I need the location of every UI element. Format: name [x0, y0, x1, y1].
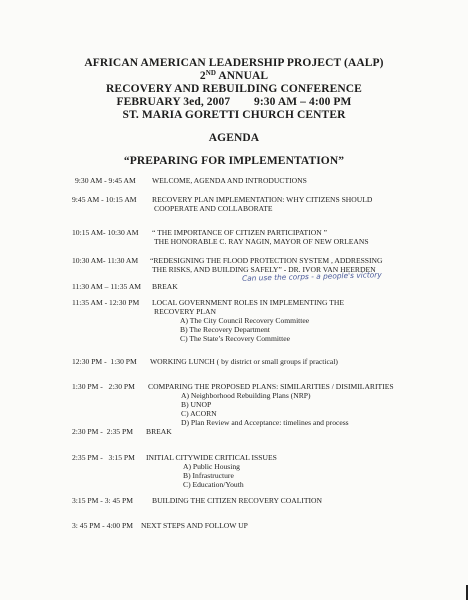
- agenda-item-title: THE HONORABLE C. RAY NAGIN, MAYOR OF NEW ORLEANS: [154, 237, 369, 246]
- agenda-subitem: B) UNOP: [181, 400, 212, 409]
- agenda-item-title: BUILDING THE CITIZEN RECOVERY COALITION: [152, 496, 322, 505]
- handwritten-note: Can use the corps - a people's victory: [241, 270, 382, 283]
- agenda-item-title: THE RISKS, AND BUILDING SAFELY” - DR. IVOR VAN HEERDEN: [152, 265, 376, 274]
- agenda-time: 1:30 PM - 2:30 PM: [72, 382, 135, 391]
- agenda-time: 2:35 PM - 3:15 PM: [72, 453, 135, 462]
- agenda-subitem: B) Infrastructure: [183, 471, 234, 480]
- agenda-time: 3:15 PM - 3: 45 PM: [72, 496, 133, 505]
- agenda-item-title: WELCOME, AGENDA AND INTRODUCTIONS: [152, 176, 307, 185]
- agenda-item-title: BREAK: [146, 427, 172, 436]
- conference-date-time: FEBRUARY 3ed, 2007 9:30 AM – 4:00 PM: [116, 96, 352, 108]
- agenda-subitem: C) Education/Youth: [183, 480, 244, 489]
- agenda-item-title: INITIAL CITYWIDE CRITICAL ISSUES: [146, 453, 277, 462]
- agenda-time: 3: 45 PM - 4:00 PM: [72, 521, 133, 530]
- agenda-time: 10:15 AM- 10:30 AM: [72, 228, 139, 237]
- agenda-item-title: RECOVERY PLAN: [154, 307, 216, 316]
- agenda-subitem: B) The Recovery Department: [180, 325, 270, 334]
- agenda-time: 10:30 AM- 11:30 AM: [72, 256, 139, 265]
- agenda-time: 11:30 AM – 11:35 AM: [72, 282, 142, 291]
- agenda-subitem: D) Plan Review and Acceptance: timelines and process: [181, 418, 349, 427]
- agenda-time: 11:35 AM - 12:30 PM: [72, 298, 140, 307]
- agenda-time: 2:30 PM - 2:35 PM: [72, 427, 133, 436]
- agenda-subitem: C) The State’s Recovery Committee: [180, 334, 290, 343]
- annual-number: 2: [199, 70, 206, 82]
- agenda-time: 9:45 AM - 10:15 AM: [72, 195, 137, 204]
- agenda-subitem: A) Neighborhood Rebuilding Plans (NRP): [181, 391, 311, 400]
- agenda-item-title: COOPERATE AND COLLABORATE: [154, 204, 273, 213]
- agenda-item-title: COMPARING THE PROPOSED PLANS: SIMILARITIES / DISIMILARITIES: [148, 382, 394, 391]
- agenda-item-title: NEXT STEPS AND FOLLOW UP: [141, 521, 248, 530]
- org-title: AFRICAN AMERICAN LEADERSHIP PROJECT (AALP): [84, 57, 384, 69]
- agenda-time: 12:30 PM - 1:30 PM: [72, 357, 137, 366]
- agenda-item-title: “ THE IMPORTANCE OF CITIZEN PARTICIPATION ”: [152, 228, 327, 237]
- annual-suffix: ND: [205, 69, 217, 77]
- conference-venue: ST. MARIA GORETTI CHURCH CENTER: [122, 109, 346, 121]
- agenda-time: 9:30 AM - 9:45 AM: [75, 176, 136, 185]
- annual-word: ANNUAL: [216, 70, 269, 82]
- agenda-subitem: A) Public Housing: [183, 462, 240, 471]
- agenda-heading: AGENDA: [208, 132, 260, 144]
- agenda-item-title: RECOVERY PLAN IMPLEMENTATION: WHY CITIZENS SHOULD: [152, 195, 373, 204]
- agenda-item-title: “REDESIGNING THE FLOOD PROTECTION SYSTEM , ADDRESSING: [150, 256, 383, 265]
- agenda-subitem: A) The City Council Recovery Committee: [180, 316, 310, 325]
- agenda-item-title: LOCAL GOVERNMENT ROLES IN IMPLEMENTING THE: [152, 298, 345, 307]
- agenda-theme: “PREPARING FOR IMPLEMENTATION”: [123, 155, 345, 167]
- agenda-item-title: WORKING LUNCH ( by district or small groups if practical): [150, 357, 338, 366]
- annual-label: [0, 70, 468, 83]
- agenda-subitem: C) ACORN: [181, 409, 217, 418]
- conference-title: RECOVERY AND REBUILDING CONFERENCE: [106, 83, 362, 95]
- agenda-item-title: BREAK: [152, 282, 178, 291]
